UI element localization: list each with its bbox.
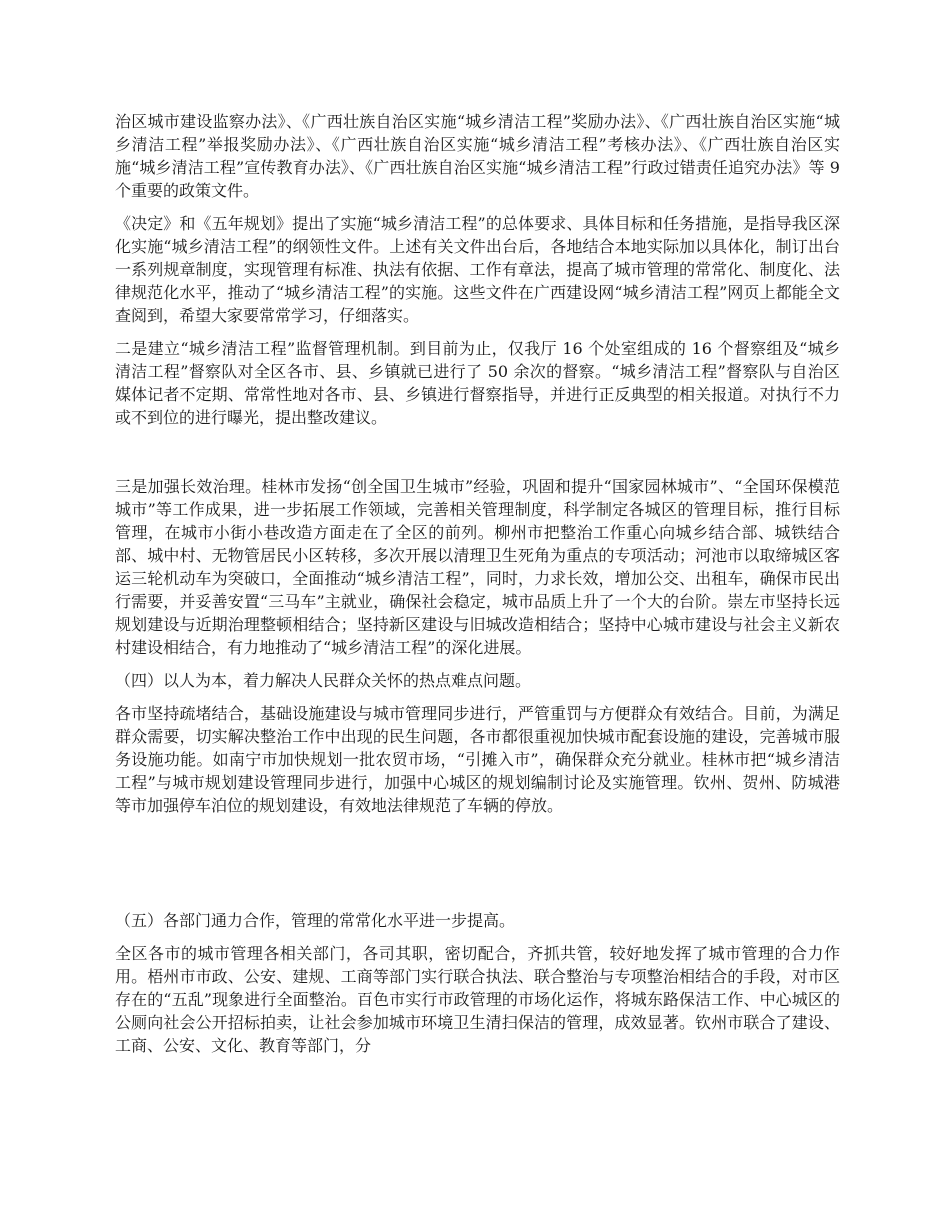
paragraph-policy-documents: 治区城市建设监察办法》、《广西壮族自治区实施“城乡清洁工程”奖励办法》、《广西壮族自治区实施“城乡清洁工程”举报奖励办法》、《广西壮族自治区实施“城乡清洁工程”考核办法》、《广西壮族自治区实施“城乡清洁工程”宣传教育办法》、《广西壮族自治区实施“城乡清洁工程”行政过错责任追究办法》等 9 个重要的政策文件。 <box>115 112 840 200</box>
paragraph-public-needs: 各市坚持疏堵结合，基础设施建设与城市管理同步进行，严管重罚与方便群众有效结合。目前，为满足群众需要，切实解决整治工作中出现的民生问题，各市都很重视加快城市配套设施的建设，完善城市服务设施功能。如南宁市加快规划一批农贸市场，“引摊入市”，确保群众充分就业。桂林市把“城乡清洁工程”与城市规划建设管理同步进行，加强中心城区的规划编制讨论及实施管理。钦州、贺州、防城港等市加强停车泊位的规划建设，有效地法律规范了车辆的停放。 <box>115 704 840 815</box>
paragraph-long-term-governance: 三是加强长效治理。桂林市发扬“创全国卫生城市”经验，巩固和提升“国家园林城市”、“全国环保模范城市”等工作成果，进一步拓展工作领域，完善相关管理制度，科学制定各城区的管理目标，推行目标管理，在城市小街小巷改造方面走在了全区的前列。柳州市把整治工作重心向城乡结合部、城铁结合部、城中村、无物管居民小区转移，多次开展以清理卫生死角为重点的专项活动；河池市以取缔城区客运三轮机动车为突破口，全面推动“城乡清洁工程”，同时，力求长效，增加公交、出租车，确保市民出行需要，并妥善安置“三马车”主就业，确保社会稳定，城市品质上升了一个大的台阶。崇左市坚持长远规划建设与近期治理整顿相结合；坚持新区建设与旧城改造相结合；坚持中心城市建设与社会主义新农村建设相结合，有力地推动了“城乡清洁工程”的深化进展。 <box>115 477 840 657</box>
section-heading-five: （五）各部门通力合作，管理的常常化水平进一步提高。 <box>115 911 516 930</box>
paragraph-department-cooperation: 全区各市的城市管理各相关部门，各司其职，密切配合，齐抓共管，较好地发挥了城市管理的合力作用。梧州市市政、公安、建规、工商等部门实行联合执法、联合整治与专项整治相结合的手段，对市区存在的“五乱”现象进行全面整治。百色市实行市政管理的市场化运作，将城东路保洁工作、中心城区的公厕向社会公开招标拍卖，让社会参加城市环境卫生清扫保洁的管理，成效显著。钦州市联合了建设、工商、公安、文化、教育等部门，分 <box>115 944 840 1055</box>
paragraph-supervision-mechanism: 二是建立“城乡清洁工程”监督管理机制。到目前为止，仅我厅 16 个处室组成的 16 个督察组及“城乡清洁工程”督察队对全区各市、县、乡镇就已进行了 50 余次的督察。“城乡清洁工程”督察队与自治区媒体记者不定期、常常性地对各市、县、乡镇进行督察指导，并进行正反典型的相关报道。对执行不力或不到位的进行曝光，提出整改建议。 <box>115 339 840 427</box>
blank-spacer <box>115 439 840 475</box>
document-body <box>115 110 840 1067</box>
section-heading-four: （四）以人为本，着力解决人民群众关怀的热点难点问题。 <box>115 671 532 690</box>
blank-spacer <box>115 827 840 909</box>
paragraph-decision-and-plan: 《决定》和《五年规划》提出了实施“城乡清洁工程”的总体要求、具体目标和任务措施，是指导我区深化实施“城乡清洁工程”的纲领性文件。上述有关文件出台后，各地结合本地实际加以具体化，制订出台一系列规章制度，实现管理有标准、执法有依据、工作有章法，提高了城市管理的常常化、制度化、法律规范化水平，推动了“城乡清洁工程”的实施。这些文件在广西建设网“城乡清洁工程”网页上都能全文查阅到，希望大家要常常学习，仔细落实。 <box>115 214 840 325</box>
